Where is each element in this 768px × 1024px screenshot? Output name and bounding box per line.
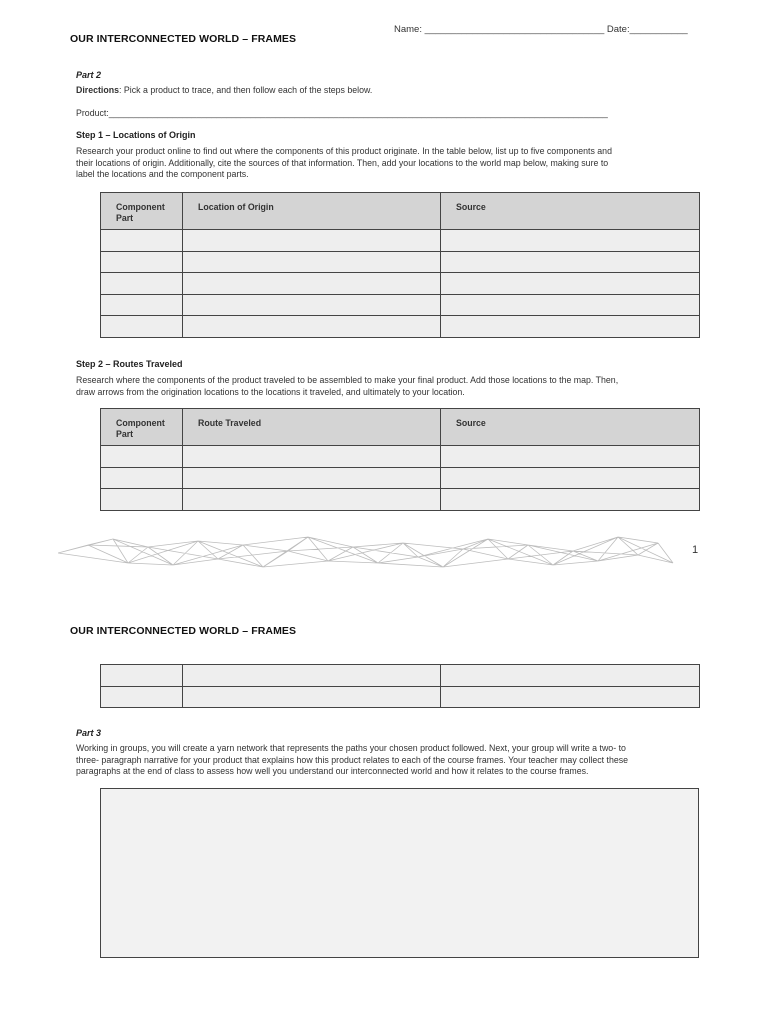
component-part-cell[interactable] bbox=[101, 467, 183, 489]
narrative-response-box[interactable] bbox=[100, 788, 699, 958]
column-header-source: Source bbox=[441, 409, 700, 446]
table-row bbox=[101, 665, 700, 687]
table-row bbox=[101, 686, 700, 708]
route-cell[interactable] bbox=[183, 489, 441, 511]
location-cell[interactable] bbox=[183, 316, 441, 338]
page-number: 1 bbox=[692, 544, 699, 556]
component-part-cell[interactable] bbox=[101, 273, 183, 295]
part-3-line: three- paragraph narrative for your product that explains how this product relates to each of the course frames. Your teacher may collect these bbox=[76, 754, 629, 765]
column-header-component-part: Component Part bbox=[101, 409, 183, 446]
component-part-cell[interactable] bbox=[101, 316, 183, 338]
step-1-line: label the locations and the component parts. bbox=[76, 169, 249, 179]
step-1-instructions bbox=[76, 146, 612, 181]
step-1-line: Research your product online to find out where the components of this product originate. In the table below, list up to five components and bbox=[76, 146, 612, 156]
source-cell[interactable] bbox=[441, 316, 700, 338]
source-cell[interactable] bbox=[441, 686, 700, 708]
table-row bbox=[101, 273, 700, 295]
source-cell[interactable] bbox=[441, 251, 700, 273]
step-2-line: draw arrows from the origination locations to the locations it traveled, and ultimately to your location. bbox=[76, 386, 465, 397]
part-3-instructions bbox=[76, 743, 628, 778]
location-cell[interactable] bbox=[183, 230, 441, 252]
source-cell[interactable] bbox=[441, 489, 700, 511]
step-1-line: their locations of origin. Additionally, cite the sources of that information. Then, add your locations to the world map below, making sure to bbox=[76, 157, 609, 168]
column-header-location-of-origin: Location of Origin bbox=[183, 193, 441, 230]
table-row bbox=[101, 489, 700, 511]
column-header-component-part: Component Part bbox=[101, 193, 183, 230]
source-cell[interactable] bbox=[441, 446, 700, 468]
table-row bbox=[101, 294, 700, 316]
table-row bbox=[101, 251, 700, 273]
component-part-cell[interactable] bbox=[101, 294, 183, 316]
component-part-cell[interactable] bbox=[101, 686, 183, 708]
product-line: Product:______________________________________________________________________________________________________ bbox=[76, 108, 608, 118]
source-cell[interactable] bbox=[441, 273, 700, 295]
network-lines-decoration bbox=[58, 533, 678, 569]
route-cell[interactable] bbox=[183, 665, 441, 687]
page-2-title: OUR INTERCONNECTED WORLD – FRAMES bbox=[70, 625, 297, 637]
location-cell[interactable] bbox=[183, 273, 441, 295]
table-header-row bbox=[101, 193, 700, 230]
directions bbox=[76, 85, 372, 97]
part-3-line: Working in groups, you will create a yarn network that represents the paths your chosen product followed. Next, your group will write a two- to bbox=[76, 743, 626, 753]
directions-text: : Pick a product to trace, and then follow each of the steps below. bbox=[119, 85, 373, 95]
source-cell[interactable] bbox=[441, 665, 700, 687]
part-2-label: Part 2 bbox=[76, 70, 102, 80]
location-cell[interactable] bbox=[183, 294, 441, 316]
step-2-line: Research where the components of the product traveled to be assembled to make your final product. Add those locations to the map. Then, bbox=[76, 375, 619, 385]
routes-traveled-table-continued bbox=[100, 664, 700, 708]
route-cell[interactable] bbox=[183, 467, 441, 489]
source-cell[interactable] bbox=[441, 230, 700, 252]
component-part-cell[interactable] bbox=[101, 489, 183, 511]
network-line bbox=[58, 537, 673, 567]
route-cell[interactable] bbox=[183, 446, 441, 468]
source-cell[interactable] bbox=[441, 294, 700, 316]
table-row bbox=[101, 230, 700, 252]
table-row bbox=[101, 316, 700, 338]
table-header-row bbox=[101, 409, 700, 446]
source-cell[interactable] bbox=[441, 467, 700, 489]
table-row bbox=[101, 446, 700, 468]
route-cell[interactable] bbox=[183, 686, 441, 708]
step-2-instructions bbox=[76, 375, 618, 398]
step-1-heading: Step 1 – Locations of Origin bbox=[76, 130, 196, 140]
name-date-line: Name: __________________________________ Date:___________ bbox=[394, 24, 688, 35]
location-cell[interactable] bbox=[183, 251, 441, 273]
column-header-route-traveled: Route Traveled bbox=[183, 409, 441, 446]
document-title: OUR INTERCONNECTED WORLD – FRAMES bbox=[70, 33, 297, 45]
component-part-cell[interactable] bbox=[101, 446, 183, 468]
directions-label: Directions bbox=[76, 85, 120, 95]
component-part-cell[interactable] bbox=[101, 230, 183, 252]
column-header-source: Source bbox=[441, 193, 700, 230]
routes-traveled-table bbox=[100, 408, 700, 511]
step-2-heading: Step 2 – Routes Traveled bbox=[76, 359, 183, 369]
component-part-cell[interactable] bbox=[101, 665, 183, 687]
locations-of-origin-table bbox=[100, 192, 700, 338]
part-3-line: paragraphs at the end of class to assess how well you understand our interconnected world and how it relates to the course frames. bbox=[76, 766, 589, 776]
part-3-label: Part 3 bbox=[76, 728, 102, 738]
component-part-cell[interactable] bbox=[101, 251, 183, 273]
table-row bbox=[101, 467, 700, 489]
